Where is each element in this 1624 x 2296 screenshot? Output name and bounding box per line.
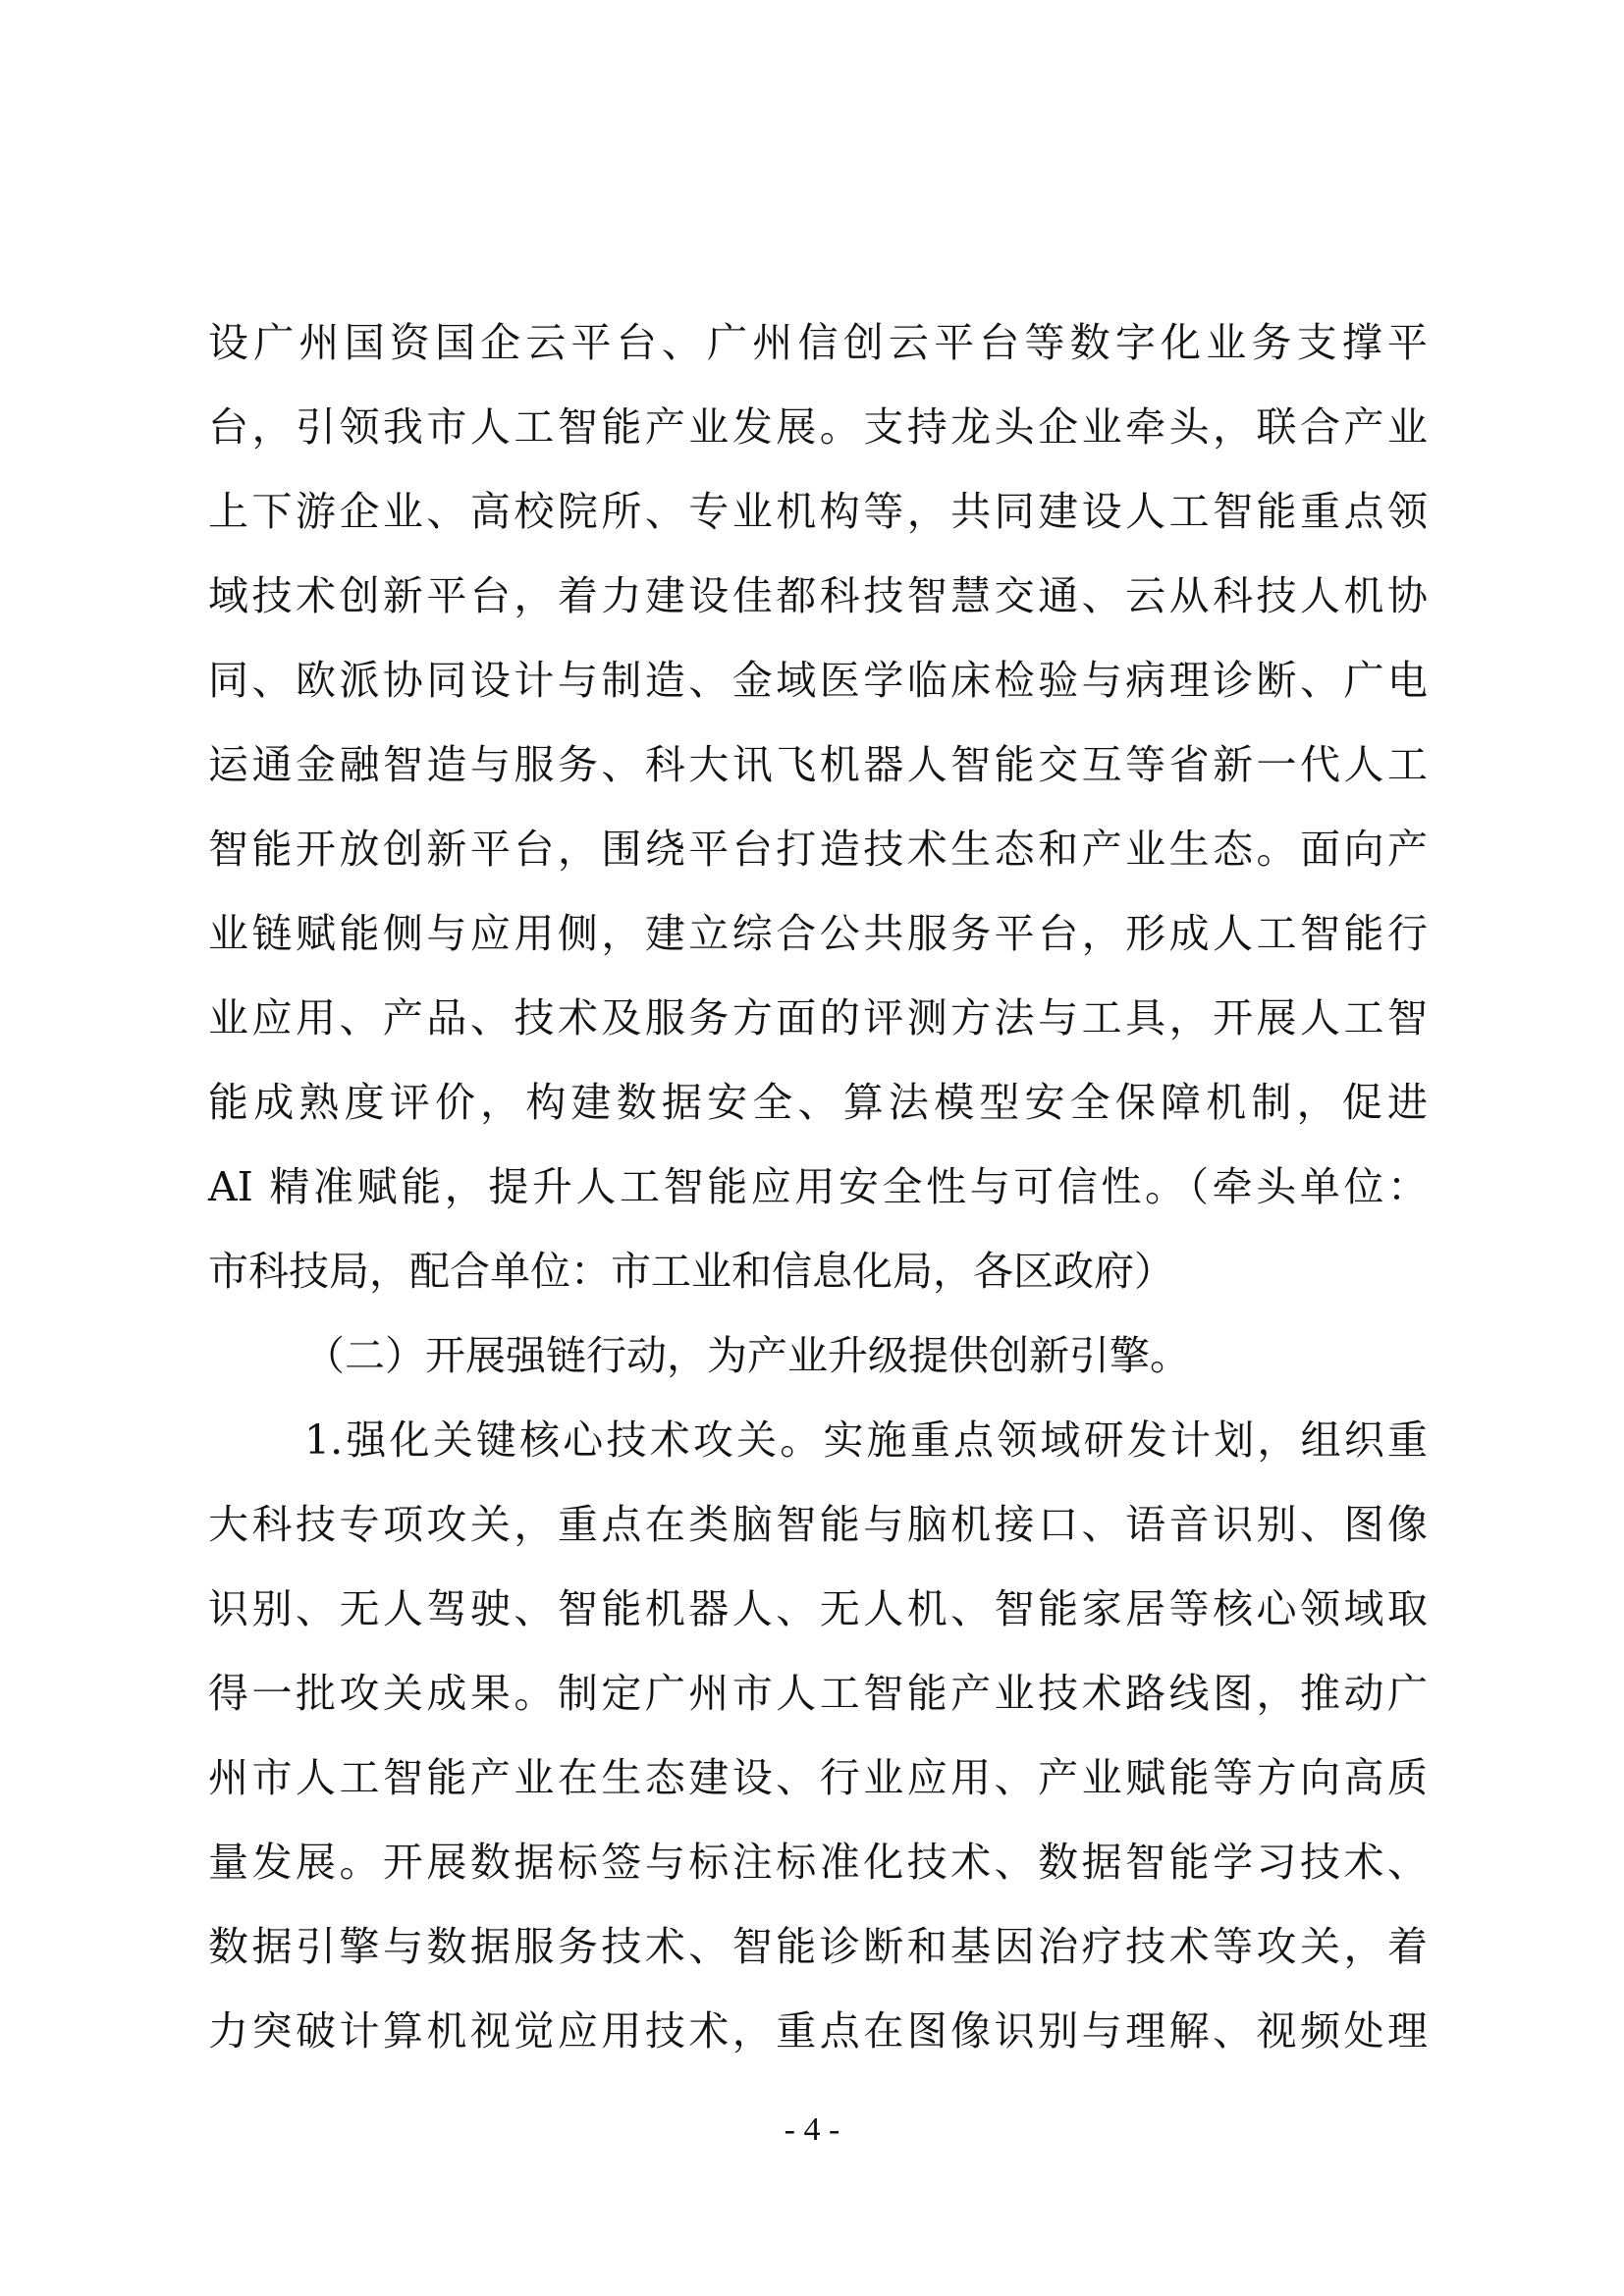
text-line: 能成熟度评价，构建数据安全、算法模型安全保障机制，促进: [208, 1079, 1428, 1126]
text-line: 设广州国资国企云平台、广州信创云平台等数字化业务支撑平: [208, 319, 1428, 366]
text-line: 市科技局，配合单位：市工业和信息化局，各区政府）: [208, 1248, 1174, 1295]
text-line: 识别、无人驾驶、智能机器人、无人机、智能家居等核心领域取: [208, 1585, 1428, 1632]
text-line: 业应用、产品、技术及服务方面的评测方法与工具，开展人工智: [208, 994, 1428, 1041]
text-line: 台，引领我市人工智能产业发展。支持龙头企业牵头，联合产业: [208, 403, 1428, 451]
text-line: 量发展。开展数据标签与标注标准化技术、数据智能学习技术、: [208, 1839, 1428, 1886]
text-line: 运通金融智造与服务、科大讯飞机器人智能交互等省新一代人工: [208, 741, 1428, 788]
body-text: [208, 300, 1428, 2073]
text-line: 力突破计算机视觉应用技术，重点在图像识别与理解、视频处理: [208, 2007, 1428, 2055]
text-line: 数据引擎与数据服务技术、智能诊断和基因治疗技术等攻关，着: [208, 1923, 1428, 1970]
text-line: 业链赋能侧与应用侧，建立综合公共服务平台，形成人工智能行: [208, 910, 1428, 957]
text-line: 州市人工智能产业在生态建设、行业应用、产业赋能等方向高质: [208, 1754, 1428, 1801]
text-line: AI 精准赋能，提升人工智能应用安全性与可信性。（牵头单位：: [208, 1163, 1428, 1210]
subsection-first-line: 1.强化关键核心技术攻关。实施重点领域研发计划，组织重: [304, 1416, 1428, 1464]
text-line: 域技术创新平台，着力建设佳都科技智慧交通、云从科技人机协: [208, 572, 1428, 619]
text-line: 得一批攻关成果。制定广州市人工智能产业技术路线图，推动广: [208, 1670, 1428, 1717]
text-line: 上下游企业、高校院所、专业机构等，共同建设人工智能重点领: [208, 488, 1428, 535]
page-number: - 4 -: [784, 2111, 840, 2148]
text-line: 智能开放创新平台，围绕平台打造技术生态和产业生态。面向产: [208, 826, 1428, 873]
text-line: 同、欧派协同设计与制造、金域医学临床检验与病理诊断、广电: [208, 657, 1428, 704]
section-heading: （二）开展强链行动，为产业升级提供创新引擎。: [304, 1332, 1190, 1379]
text-line: 大科技专项攻关，重点在类脑智能与脑机接口、语音识别、图像: [208, 1501, 1428, 1548]
